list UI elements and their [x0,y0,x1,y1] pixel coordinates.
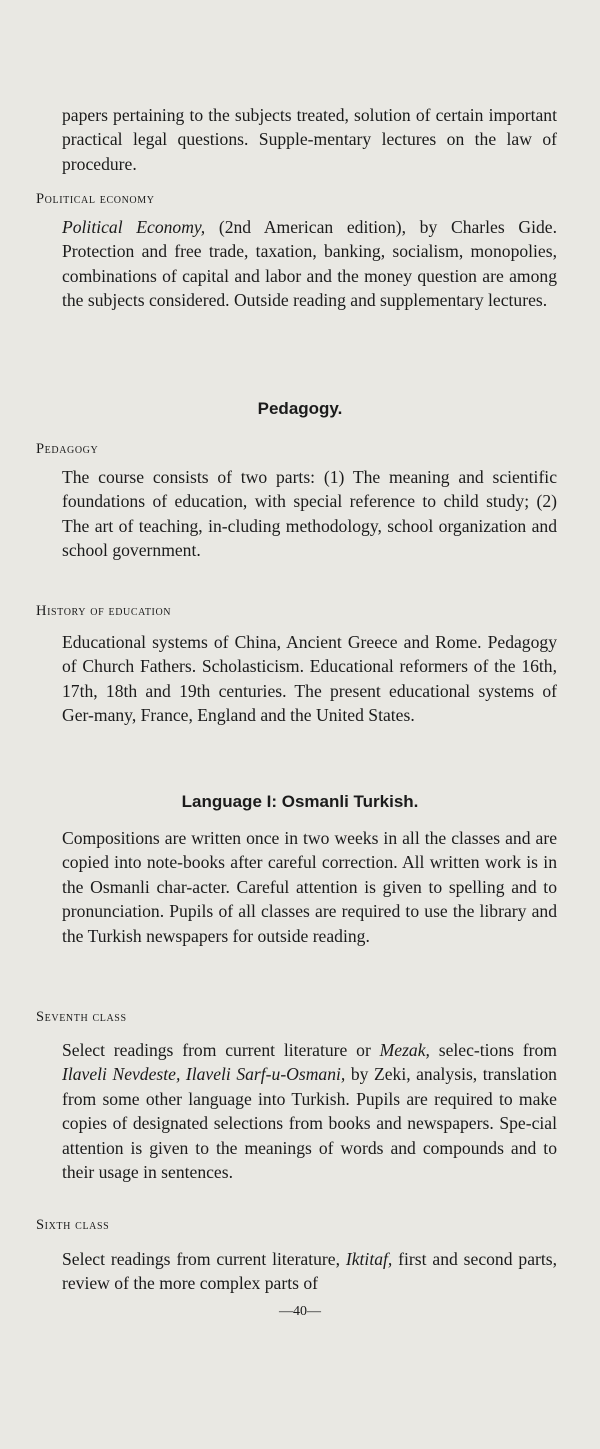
political-economy-paragraph [62,215,557,313]
political-economy-text: (2nd American edition), by Charles Gide. Protection and free trade, taxation, banking, socialism, monopolies, combinations of capital and labor and the money question are among the subjects considered. Outside reading and supplementary lectures. [62,217,557,311]
seventh-class-text-c: by Zeki, analysis, translation from some other language into Turkish. Pupils are required to make copies of designated selections from books and newspapers. Spe-cial attention is given to the meanings of words and compounds and to their usage in sentences. [62,1064,557,1183]
sixth-class-title-iktitaf: Iktitaf, [345,1249,393,1269]
sixth-class-text-a: Select readings from current literature, [62,1249,346,1269]
heading-history-of-education: History of education [36,603,172,619]
section-title-language: Language I: Osmanli Turkish. [181,792,419,811]
sixth-class-text-b: first and second parts, review of the more complex parts of [62,1249,557,1294]
pedagogy-paragraph: The course consists of two parts: (1) The meaning and scientific foundations of education, with special reference to child study; (2) The art of teaching, in-cluding methodology, school organization and school government. [62,467,557,561]
history-of-education-paragraph: Educational systems of China, Ancient Greece and Rome. Pedagogy of Church Fathers. Scholasticism. Educational reformers of the 16th, 17th, 18th and 19th centuries. The present educational systems of Ger-many, France, England and the United States. [62,632,557,726]
seventh-class-titles-ilaveli: Ilaveli Nevdeste, Ilaveli Sarf-u-Osmani, [62,1064,346,1085]
language-paragraph: Compositions are written once in two weeks in all the classes and are copied into note-books after careful correction. All written work is in the Osmanli char-acter. Careful attention is given to spelling and to pronunciation. Pupils of all classes are required to use the library and the Turkish newspapers for outside reading. [62,828,557,946]
section-title-pedagogy: Pedagogy. [257,399,343,418]
heading-sixth-class: Sixth class [36,1217,110,1233]
page-number: —40— [279,1304,321,1319]
heading-pedagogy: Pedagogy [36,441,99,457]
seventh-class-text-a: Select readings from current literature or [62,1040,380,1060]
seventh-class-text-b: selec-tions from [429,1040,557,1060]
sixth-class-paragraph [62,1247,557,1296]
political-economy-book-title: Political Economy, [62,217,206,237]
seventh-class-paragraph [62,1038,557,1184]
heading-seventh-class: Seventh class [36,1009,127,1025]
seventh-class-title-mezak: Mezak, [379,1040,430,1060]
law-continuation-paragraph: papers pertaining to the subjects treated, solution of certain important practical legal questions. Supple-mentary lectures on the law of procedure. [62,105,557,174]
heading-political-economy: Political economy [36,191,155,207]
